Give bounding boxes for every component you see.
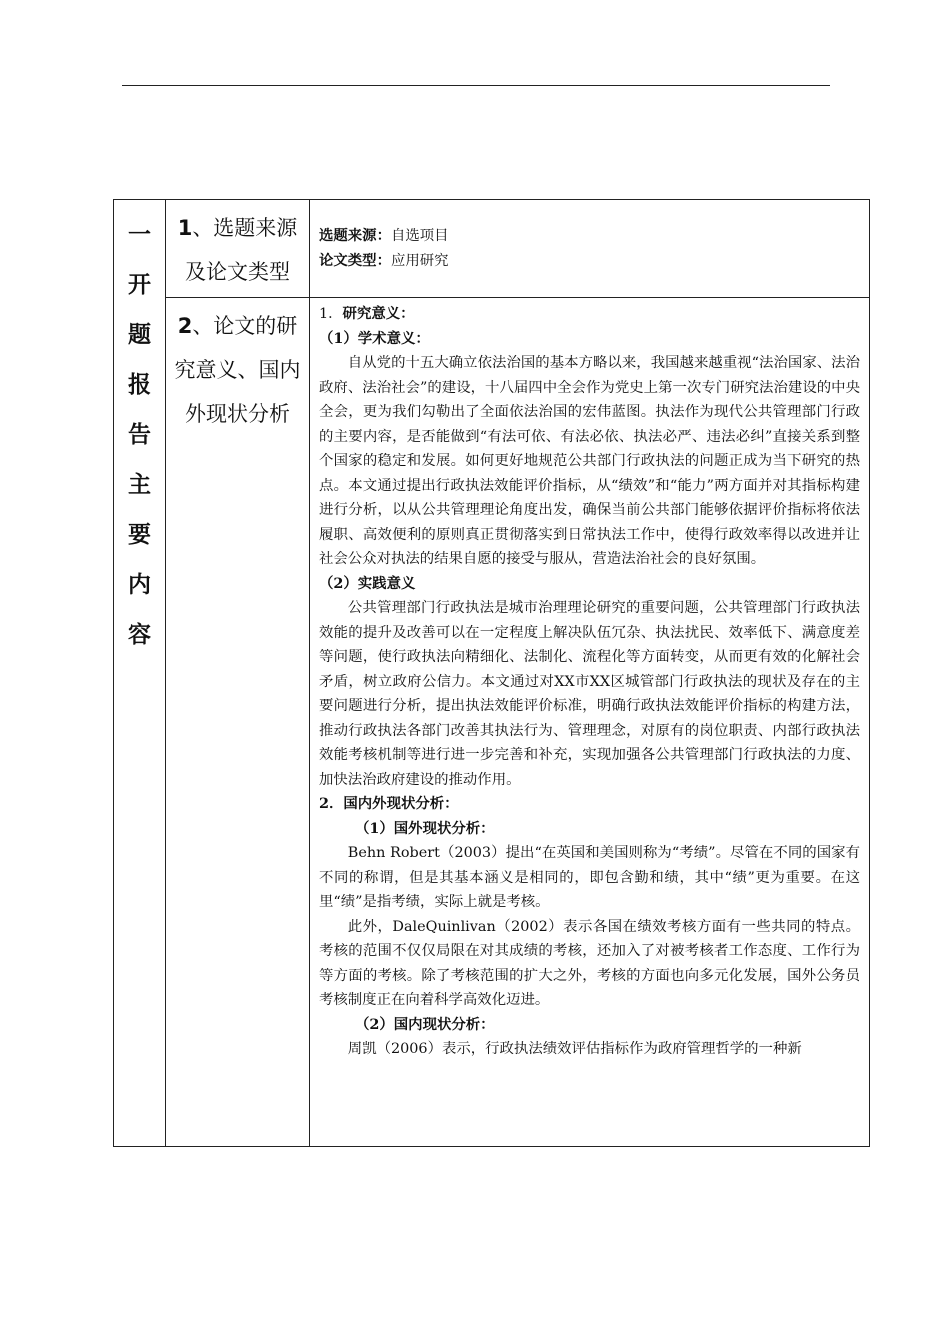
item2-body (310, 298, 869, 1062)
heading-significance (319, 302, 860, 327)
item1-title (166, 200, 309, 294)
paragraph-practical: 公共管理部门行政执法是城市治理理论研究的重要问题，公共管理部门行政执法效能的提升及改善可以在一定程度上解决队伍冗杂、执法扰民、效率低下、满意度差等问题，使行政执法向精细化、法制化、流程化等方面转变，从而更有效的化解社会矛盾，树立政府公信力。本文通过对XX市XX区城管部门行政执法的现状及存在的主要问题进行分析，提出执法效能评价标准，明确行政执法效能评价指标的构建方法，推动行政执法各部门改善其执法行为、管理理念，对原有的岗位职责、内部行政执法效能考核机制等进行进一步完善和补充，实现加强各公共管理部门行政执法的力度、加快法治政府建设的推动作用。 (319, 600, 860, 788)
section-char: 主 (128, 472, 151, 498)
section-char: 开 (128, 272, 151, 298)
proposal-table (113, 199, 870, 1147)
heading-status: 2．国内外现状分析： (319, 795, 459, 812)
row-significance (114, 298, 870, 1147)
item1-label: 、选题来源及论文类型 (185, 216, 298, 284)
section-char: 内 (128, 572, 151, 598)
row-topic-source (114, 200, 870, 298)
paragraph-foreign-2: 此外，DaleQuinlivan（2002）表示各国在绩效考核方面有一些共同的特点。考核的范围不仅仅局限在对其成绩的考核，还加入了对被考核者工作态度、工作行为等方面的考核。除了考核范围的扩大之外，考核的方面也向多元化发展，国外公务员考核制度正在向着科学高效化迈进。 (319, 918, 860, 1008)
heading-significance-text: 研究意义： (342, 305, 415, 322)
topic-source-field (310, 224, 869, 249)
paragraph-domestic: 周凯（2006）表示，行政执法绩效评估指标作为政府管理哲学的一种新 (347, 1041, 802, 1057)
paragraph-foreign-1: Behn Robert（2003）提出“在英国和美国则称为“考绩”。尽管在不同的国家有不同的称谓，但是其基本涵义是相同的，即包含勤和绩，其中“绩”更为重要。在这里“绩”是指考绩，实际上就是考核。 (319, 845, 860, 910)
subheading-domestic: （2）国内现状分析： (355, 1015, 495, 1033)
item2-cell (166, 298, 310, 1147)
item2-label: 、论文的研究意义、国内外现状分析 (174, 314, 301, 426)
section-label (114, 200, 165, 660)
item2-title (166, 298, 309, 436)
thesis-type-field (310, 249, 869, 274)
section-cell (114, 200, 166, 1147)
topic-source-value: 自选项目 (390, 228, 449, 244)
paragraph-academic: 自从党的十五大确立依法治国的基本方略以来，我国越来越重视“法治国家、法治政府、法治社会”的建设，十八届四中全会作为党史上第一次专门研究法治建设的中央全会，更为我们勾勒出了全面依法治国的宏伟蓝图。执法作为现代公共管理部门行政的主要内容，是否能做到“有法可依、有法必依、执法必严、违法必纠”直接关系到整个国家的稳定和发展。如何更好地规范公共部门行政执法的问题正成为当下研究的热点。本文通过提出行政执法效能评价指标，从“绩效”和“能力”两方面并对其指标构建进行分析，以从公共管理理论角度出发，确保当前公共部门能够依据评价指标将依法履职、高效便利的原则真正贯彻落实到日常执法工作中，使得行政效率得以改进并让社会公众对执法的结果自愿的接受与服从，营造法治社会的良好氛围。 (319, 355, 860, 567)
item2-number: 2 (177, 314, 193, 338)
section-char: 题 (128, 322, 151, 348)
section-char: 一 (128, 222, 151, 248)
subheading-practical: （2）实践意义 (319, 574, 416, 592)
section-char: 容 (128, 622, 151, 648)
header-rule (122, 85, 830, 86)
subheading-foreign: （1）国外现状分析： (355, 819, 495, 837)
item1-number: 1 (177, 216, 193, 240)
topic-source-label: 选题来源： (319, 227, 391, 244)
item1-content (310, 200, 870, 298)
heading-significance-num: 1． (319, 306, 343, 322)
thesis-type-value: 应用研究 (390, 252, 449, 269)
item2-content (310, 298, 870, 1147)
item1-cell (166, 200, 310, 298)
section-char: 报 (128, 372, 151, 398)
subheading-academic: （1）学术意义： (319, 329, 430, 347)
section-char: 要 (128, 522, 151, 548)
thesis-type-label: 论文类型： (319, 251, 391, 269)
section-char: 告 (128, 422, 151, 448)
